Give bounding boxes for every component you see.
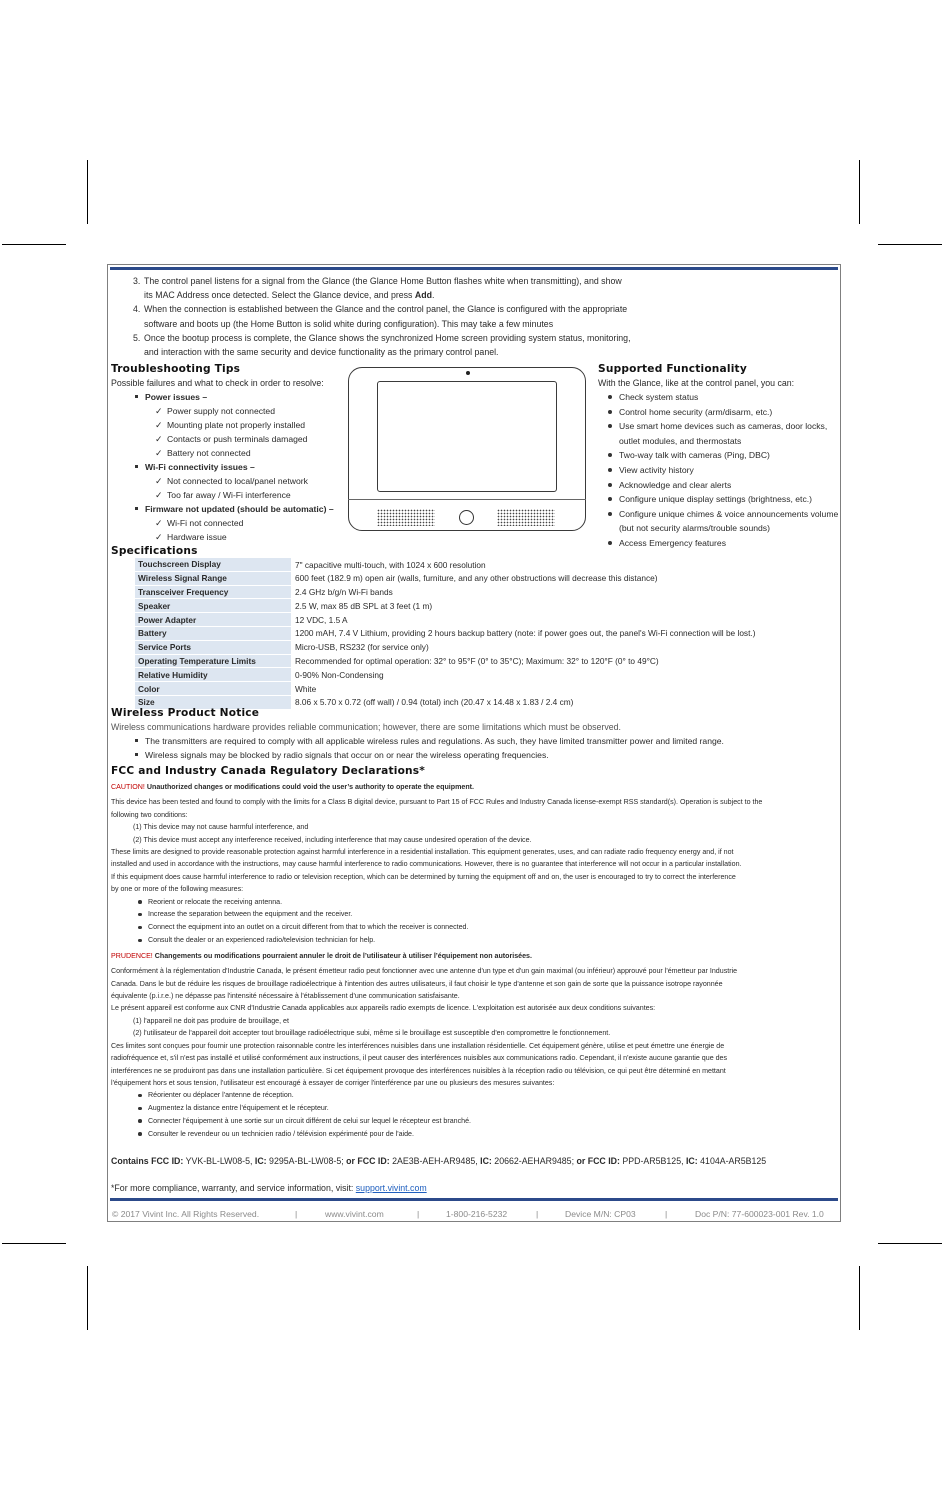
step-number: 5. bbox=[133, 332, 141, 343]
spec-row bbox=[135, 558, 758, 571]
wireless-item: Wireless signals may be blocked by radio signals that occur on or near the wireless operating frequencies. bbox=[108, 748, 837, 762]
fcc-paragraph: following two conditions: bbox=[111, 810, 188, 819]
footer-device-model: Device M/N: CP03 bbox=[565, 1209, 636, 1219]
measure-item: Connect the equipment into an outlet on a circuit different from that to which the receiver is connected. bbox=[111, 921, 839, 934]
spec-value: Recommended for optimal operation: 32° to 95°F (0° to 35°C); Maximum: 32° to 120°F (0° to 49°C) bbox=[295, 655, 659, 666]
check-item: ✓ Wi-Fi not connected bbox=[111, 516, 351, 530]
id-label: Contains FCC ID: bbox=[111, 1156, 184, 1166]
spec-label: Touchscreen Display bbox=[135, 558, 291, 571]
step-number: 4. bbox=[133, 304, 141, 315]
spec-label: Speaker bbox=[135, 599, 291, 613]
trouble-group-label: Firmware not updated (should be automatic) – bbox=[145, 504, 334, 514]
device-divider bbox=[348, 499, 586, 500]
measure-item: Consulter le revendeur ou un technicien radio / télévision expérimenté pour de l'aide. bbox=[111, 1128, 839, 1141]
fcc-paragraph: installed and used in accordance with the instructions, may cause harmful interference to radio communications. However, there is no guarantee that interference will not occur in a particular installation. bbox=[111, 860, 742, 869]
measure-item: Augmentez la distance entre l'équipement et le récepteur. bbox=[111, 1102, 839, 1115]
section-intro: With the Glance, like at the control panel, you can: bbox=[598, 378, 795, 388]
feature-item: Use smart home devices such as cameras, door locks, outlet modules, and thermostats bbox=[586, 419, 840, 448]
check-item: ✓ Too far away / Wi-Fi interference bbox=[111, 488, 351, 502]
spec-label: Color bbox=[135, 682, 291, 696]
crop-mark bbox=[859, 1266, 860, 1330]
feature-item: Check system status bbox=[586, 390, 840, 405]
footer-doc-number: Doc P/N: 77-600023-001 Rev. 1.0 bbox=[695, 1209, 824, 1219]
spec-value: 7" capacitive multi-touch, with 1024 x 600 resolution bbox=[295, 559, 486, 570]
spec-label: Wireless Signal Range bbox=[135, 571, 291, 585]
section-title: Specifications bbox=[111, 545, 198, 557]
prudence-label: PRUDENCE! bbox=[111, 951, 153, 960]
fcc-french-paragraph: interférences ne se produiront pas dans une installation particulière. Si cet équipement provoque des interférences nuisibles à la réception radio ou télévision, ce qui peut être déterminé en mettant bbox=[111, 1066, 726, 1075]
spec-row bbox=[135, 599, 758, 613]
spec-label: Power Adapter bbox=[135, 613, 291, 627]
specifications-table bbox=[135, 558, 758, 710]
fcc-french-paragraph: l'équipement hors et sous tension, l'utilisateur est encouragé à essayer de corriger l'interférence par une ou plusieurs des mesures suivantes: bbox=[111, 1078, 555, 1087]
fcc-french-paragraph: Ces limites sont conçues pour fournir une protection raisonnable contre les interférences nuisibles dans une installation résidentielle. Cet équipement génère, utilise et peut émettre une énergie de bbox=[111, 1041, 725, 1050]
caution-label: CAUTION! bbox=[111, 783, 145, 791]
fcc-section bbox=[111, 764, 839, 1141]
trouble-group bbox=[111, 460, 351, 502]
section-intro: Possible failures and what to check in order to resolve: bbox=[111, 378, 324, 388]
trouble-group-label: Power issues – bbox=[145, 392, 208, 402]
crop-mark bbox=[87, 160, 88, 224]
spec-row bbox=[135, 585, 758, 599]
fcc-condition: (2) This device must accept any interference received, including interference that may cause undesired operation of the device. bbox=[133, 835, 532, 844]
id-label: or FCC ID: bbox=[346, 1156, 390, 1166]
id-label: IC: bbox=[480, 1156, 492, 1166]
step-number: 3. bbox=[133, 276, 141, 286]
wireless-list bbox=[108, 734, 837, 762]
spec-value: 8.06 x 5.70 x 0.72 (off wall) / 0.94 (total) inch (20.47 x 14.48 x 1.83 / 2.4 cm) bbox=[295, 697, 574, 708]
footer-copyright: © 2017 Vivint Inc. All Rights Reserved. bbox=[112, 1209, 260, 1219]
crop-mark bbox=[87, 1266, 88, 1330]
spec-row bbox=[135, 640, 758, 654]
measure-item: Consult the dealer or an experienced radio/television technician for help. bbox=[111, 934, 839, 947]
spec-value: 2.4 GHz b/g/n Wi-Fi bands bbox=[295, 586, 393, 597]
fcc-french-paragraph: Conformément à la réglementation d'Industrie Canada, le présent émetteur radio peut fonctionner avec une antenne d'un type et d'un gain maximal (ou inférieur) approuvé pour l'émetteur par Industrie bbox=[111, 967, 738, 976]
camera-icon bbox=[466, 371, 470, 375]
crop-mark bbox=[2, 1243, 66, 1244]
footer-phone: 1-800-216-5232 bbox=[446, 1209, 508, 1219]
step-text: its MAC Address once detected. Select the Glance device, and press bbox=[144, 290, 415, 301]
feature-item: Acknowledge and clear alerts bbox=[586, 478, 840, 493]
check-item: ✓ Contacts or push terminals damaged bbox=[111, 432, 351, 446]
fcc-paragraph: These limits are designed to provide reasonable protection against harmful interference in a residential installation. This equipment generates, uses, and can radiate radio frequency energy and, if not bbox=[111, 848, 734, 857]
fcc-french-condition: (2) l'utilisateur de l'appareil doit accepter tout brouillage radioélectrique subi, même si le brouillage est susceptible d'en compromettre le fonctionnement. bbox=[133, 1029, 611, 1038]
feature-item: Two-way talk with cameras (Ping, DBC) bbox=[586, 448, 840, 463]
id-value: 20662-AEHAR9485; bbox=[491, 1156, 577, 1166]
troubleshooting-section bbox=[111, 362, 351, 544]
fcc-paragraph: by one or more of the following measures: bbox=[111, 885, 244, 894]
section-title: Supported Functionality bbox=[598, 363, 747, 375]
home-button-icon bbox=[459, 510, 474, 525]
spec-row bbox=[135, 571, 758, 585]
id-value: PPD-AR5B125, bbox=[619, 1156, 686, 1166]
document-page bbox=[107, 264, 841, 1222]
support-link[interactable]: support.vivint.com bbox=[355, 1183, 427, 1193]
step-text: The control panel listens for a signal from the Glance (the Glance Home Button flashes white when transmitting), and show bbox=[144, 276, 622, 286]
spec-value: 2.5 W, max 85 dB SPL at 3 feet (1 m) bbox=[295, 600, 433, 611]
specifications-section bbox=[111, 544, 837, 710]
fcc-condition: (1) This device may not cause harmful interference, and bbox=[133, 823, 309, 832]
wireless-notice-section bbox=[111, 706, 837, 762]
measure-item: Increase the separation between the equipment and the receiver. bbox=[111, 908, 839, 921]
speaker-grill-icon bbox=[377, 509, 435, 526]
crop-mark bbox=[859, 160, 860, 224]
id-value: 4104A-AR5B125 bbox=[697, 1156, 767, 1166]
footer-separator: | bbox=[536, 1209, 539, 1219]
fcc-french-paragraph: radiofréquence et, s'il n'est pas installé et utilisé conformément aux instructions, il peut causer des interférences nuisibles aux communications radio. Cependant, il n'existe aucune garantie que des bbox=[111, 1054, 728, 1063]
crop-mark bbox=[2, 244, 66, 245]
trouble-group bbox=[111, 502, 351, 544]
spec-value: 12 VDC, 1.5 A bbox=[295, 614, 348, 625]
supported-section bbox=[598, 362, 840, 551]
measure-item: Reorient or relocate the receiving antenna. bbox=[111, 896, 839, 909]
section-title: Troubleshooting Tips bbox=[111, 363, 241, 375]
glance-device-illustration bbox=[348, 367, 586, 531]
check-item: ✓ Power supply not connected bbox=[111, 404, 351, 418]
step-text-bold: Add bbox=[414, 290, 433, 301]
spec-row bbox=[135, 654, 758, 668]
fcc-french-condition: (1) l'appareil ne doit pas produire de brouillage, et bbox=[133, 1016, 289, 1025]
wireless-item: The transmitters are required to comply with all applicable wireless rules and regulations. As such, they have limited transmitter power and limited range. bbox=[108, 734, 837, 748]
footer-separator: | bbox=[295, 1209, 298, 1219]
id-value: 9295A-BL-LW08-5; bbox=[266, 1156, 347, 1166]
feature-item: View activity history bbox=[586, 463, 840, 478]
measure-item: Réorienter ou déplacer l'antenne de réception. bbox=[111, 1089, 839, 1102]
fcc-french-paragraph: équivalente (p.i.r.e.) ne dépasse pas l'intensité nécessaire à l'établissement d'une communication satisfaisante. bbox=[111, 992, 460, 1001]
measure-item: Connecter l'équipement à une sortie sur un circuit différent de celui sur lequel le récepteur est branché. bbox=[111, 1115, 839, 1128]
step-text: . bbox=[432, 290, 435, 301]
caution-text: Unauthorized changes or modifications could void the user’s authority to operate the equipment. bbox=[144, 783, 475, 791]
spec-label: Relative Humidity bbox=[135, 668, 291, 682]
spec-value: 600 feet (182.9 m) open air (walls, furniture, and any other obstructions will decrease this distance) bbox=[295, 573, 658, 584]
step-item bbox=[108, 274, 828, 302]
id-value: YVK-BL-LW08-5, bbox=[183, 1156, 255, 1166]
spec-value: 0-90% Non-Condensing bbox=[295, 669, 384, 680]
spec-label: Operating Temperature Limits bbox=[135, 654, 291, 668]
fcc-paragraph: If this equipment does cause harmful interference to radio or television reception, which can be determined by turning the equipment off and on, the user is encouraged to try to correct the interference bbox=[111, 872, 736, 881]
spec-value: Micro-USB, RS232 (for service only) bbox=[295, 642, 429, 653]
speaker-grill-icon bbox=[497, 509, 555, 526]
check-item: ✓ Battery not connected bbox=[111, 446, 351, 460]
fcc-paragraph: This device has been tested and found to comply with the limits for a Class B digital device, pursuant to Part 15 of FCC Rules and Industry Canada license-exempt RSS standard(s). Operation is subject to the bbox=[111, 798, 763, 807]
section-intro: Wireless communications hardware provides reliable communication; however, there are some limitations which must be observed. bbox=[111, 722, 621, 732]
feature-item: Configure unique chimes & voice announcements volume (but not security alarms/trouble sounds) bbox=[586, 507, 840, 536]
spec-label: Transceiver Frequency bbox=[135, 585, 291, 599]
spec-label: Size bbox=[135, 695, 291, 709]
spec-row bbox=[135, 668, 758, 682]
device-screen bbox=[377, 381, 557, 492]
check-item: ✓ Hardware issue bbox=[111, 530, 351, 544]
top-accent-bar bbox=[110, 267, 838, 270]
crop-mark bbox=[878, 244, 942, 245]
feature-item: Configure unique display settings (brightness, etc.) bbox=[586, 492, 840, 507]
trouble-group-label: Wi-Fi connectivity issues – bbox=[145, 462, 255, 472]
fcc-ids-line bbox=[111, 1154, 839, 1168]
footer-separator: | bbox=[417, 1209, 420, 1219]
step-text: software and boots up (the Home Button is solid white during configuration). This may take a few minutes bbox=[144, 318, 554, 329]
spec-row bbox=[135, 613, 758, 627]
footer-website[interactable]: www.vivint.com bbox=[325, 1209, 384, 1219]
fcc-french-measures bbox=[111, 1089, 839, 1140]
supported-list bbox=[586, 390, 840, 551]
setup-steps bbox=[108, 274, 828, 359]
id-value: 2AE3B-AEH-AR9485, bbox=[389, 1156, 481, 1166]
step-text: and interaction with the same security and device functionality as the primary control panel. bbox=[144, 347, 499, 358]
id-label: or FCC ID: bbox=[576, 1156, 620, 1166]
troubleshooting-list bbox=[111, 390, 351, 544]
spec-label: Service Ports bbox=[135, 640, 291, 654]
bottom-accent-bar bbox=[110, 1198, 838, 1201]
check-item: ✓ Not connected to local/panel network bbox=[111, 474, 351, 488]
feature-item: Access Emergency features bbox=[586, 536, 840, 551]
step-item bbox=[108, 331, 828, 359]
trouble-group bbox=[111, 390, 351, 460]
section-title: Wireless Product Notice bbox=[111, 707, 260, 719]
check-item: ✓ Mounting plate not properly installed bbox=[111, 418, 351, 432]
fcc-french-paragraph: Canada. Dans le but de réduire les risques de brouillage radioélectrique à l'intention des autres utilisateurs, il faut choisir le type d'antenne et son gain de sorte que la puissance isotrope rayonnée bbox=[111, 979, 723, 988]
step-text: Once the bootup process is complete, the Glance shows the synchronized Home screen providing system status, monitoring, bbox=[144, 332, 631, 343]
spec-row bbox=[135, 682, 758, 696]
spec-value: White bbox=[295, 683, 317, 694]
footer-separator: | bbox=[665, 1209, 668, 1219]
crop-mark bbox=[878, 1243, 942, 1244]
feature-item: Control home security (arm/disarm, etc.) bbox=[586, 405, 840, 420]
step-item bbox=[108, 302, 828, 330]
fcc-measures bbox=[111, 896, 839, 947]
fcc-french-paragraph: Le présent appareil est conforme aux CNR d'Industrie Canada applicables aux appareils radio exempts de licence. L'exploitation est autorisée aux deux conditions suivantes: bbox=[111, 1004, 656, 1013]
more-info-line bbox=[111, 1181, 839, 1195]
more-info-text: *For more compliance, warranty, and service information, visit: bbox=[111, 1183, 356, 1193]
spec-value: 1200 mAH, 7.4 V Lithium, providing 2 hours backup battery (note: if power goes out, the panel's Wi-Fi connection will be lost.) bbox=[295, 628, 756, 639]
prudence-text: Changements ou modifications pourraient annuler le droit de l’utilisateur à utiliser l’équipement non autorisées. bbox=[152, 951, 532, 960]
id-label: IC: bbox=[685, 1156, 698, 1166]
section-title: FCC and Industry Canada Regulatory Declarations* bbox=[111, 765, 426, 777]
id-label: IC: bbox=[254, 1156, 267, 1166]
step-text: When the connection is established between the Glance and the control panel, the Glance is configured with the appropriate bbox=[144, 304, 628, 315]
spec-row bbox=[135, 626, 758, 640]
spec-label: Battery bbox=[135, 626, 291, 640]
